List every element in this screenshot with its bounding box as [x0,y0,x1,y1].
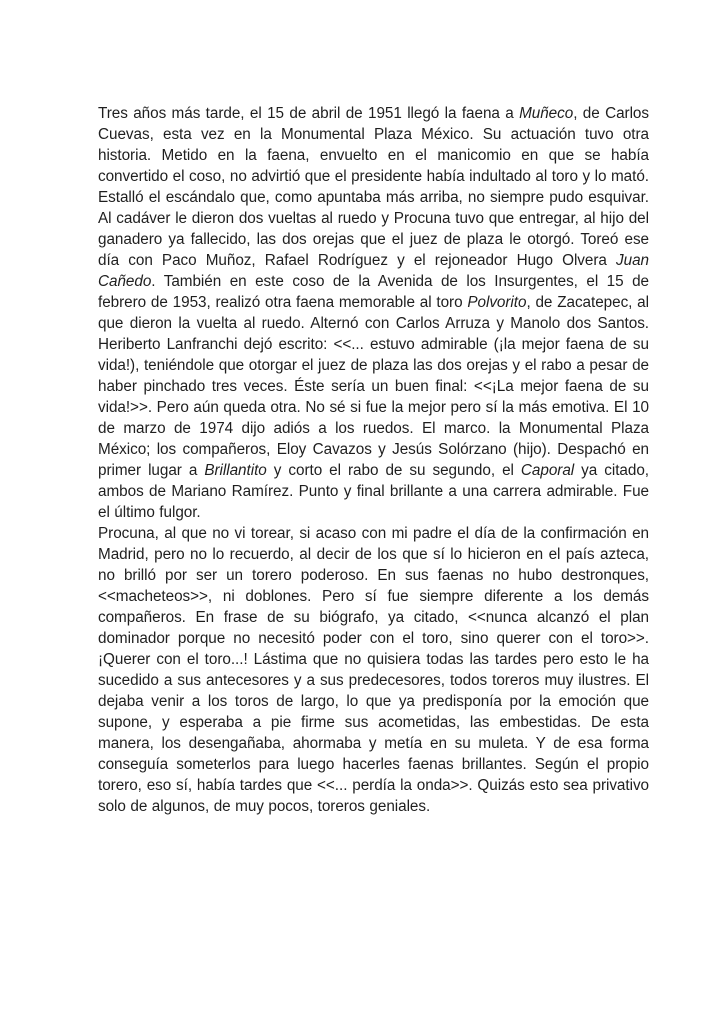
italic-text-run: Caporal [520,462,575,479]
italic-text-run: Brillantito [204,462,267,479]
text-run: Tres años más tarde, el 15 de abril de 1951 llegó la faena a [98,105,520,122]
italic-text-run: Polvorito [467,294,527,311]
text-run: ya citado, ambos de Mariano Ramírez. Punto y final brillante a una carrera admirable. Fue el último fulgor. [98,462,649,521]
text-run: , de Zacatepec, al que dieron la vuelta al ruedo. Alternó con Carlos Arruza y Manolo dos Santos. Heriberto Lanfranchi dejó escrito: <<... estuvo admirable (¡la mejor faena de su vida!), teniéndole que otorgar el juez de plaza las dos orejas y el rabo a pesar de haber pinchado tres veces. Éste sería un buen final: <<¡La mejor faena de su vida!>>. Pero aún queda otra. No sé si fue la mejor pero sí la más emotiva. El 10 de marzo de 1974 dijo adiós a los ruedos. El marco. la Monumental Plaza México; los compañeros, Eloy Cavazos y Jesús Solórzano (hijo). Despachó en primer lugar a [98,294,649,479]
text-run: Procuna, al que no vi torear, si acaso con mi padre el día de la confirmación en Madrid, pero no lo recuerdo, al decir de los que sí lo hicieron en el país azteca, no brilló por ser un torero poderoso. En sus faenas no hubo destronques, <<macheteos>>, ni doblones. Pero sí fue siempre diferente a los demás compañeros. En frase de su biógrafo, ya citado, <<nunca alcanzó el plan dominador porque no necesitó poder con el toro, sino querer con el toro>>. ¡Querer con el toro...! Lástima que no quisiera todas las tardes pero esto le ha sucedido a sus antecesores y a sus predecesores, todos toreros muy ilustres. El dejaba venir a los toros de largo, lo que ya predisponía por la emoción que supone, y esperaba a pie firme sus acometidas, las embestidas. De esta manera, los desengañaba, ahormaba y metía en su muleta. Y de esa forma conseguía someterlos para luego hacerles faenas brillantes. Según el propio torero, eso sí, había tardes que <<... perdía la onda>>. Quizás esto sea privativo solo de algunos, de muy pocos, toreros geniales. [98,525,649,815]
text-run: y corto el rabo de su segundo, el [266,462,521,479]
italic-text-run: Muñeco [519,105,574,122]
paragraph [98,523,649,817]
paragraph [98,103,649,523]
italic-text-run: Juan Cañedo [98,252,649,290]
text-run: , de Carlos Cuevas, esta vez en la Monumental Plaza México. Su actuación tuvo otra historia. Metido en la faena, envuelto en el manicomio en que se había convertido el coso, no advirtió que el presidente había indultado al toro y lo mató. Estalló el escándalo que, como apuntaba más arriba, no siempre pudo esquivar. Al cadáver le dieron dos vueltas al ruedo y Procuna tuvo que entregar, al hijo del ganadero ya fallecido, las dos orejas que el juez de plaza le otorgó. Toreó ese día con Paco Muñoz, Rafael Rodríguez y el rejoneador Hugo Olvera [98,105,649,269]
text-run: . También en este coso de la Avenida de los Insurgentes, el 15 de febrero de 1953, realizó otra faena memorable al toro [98,273,649,311]
document-text [98,103,649,817]
